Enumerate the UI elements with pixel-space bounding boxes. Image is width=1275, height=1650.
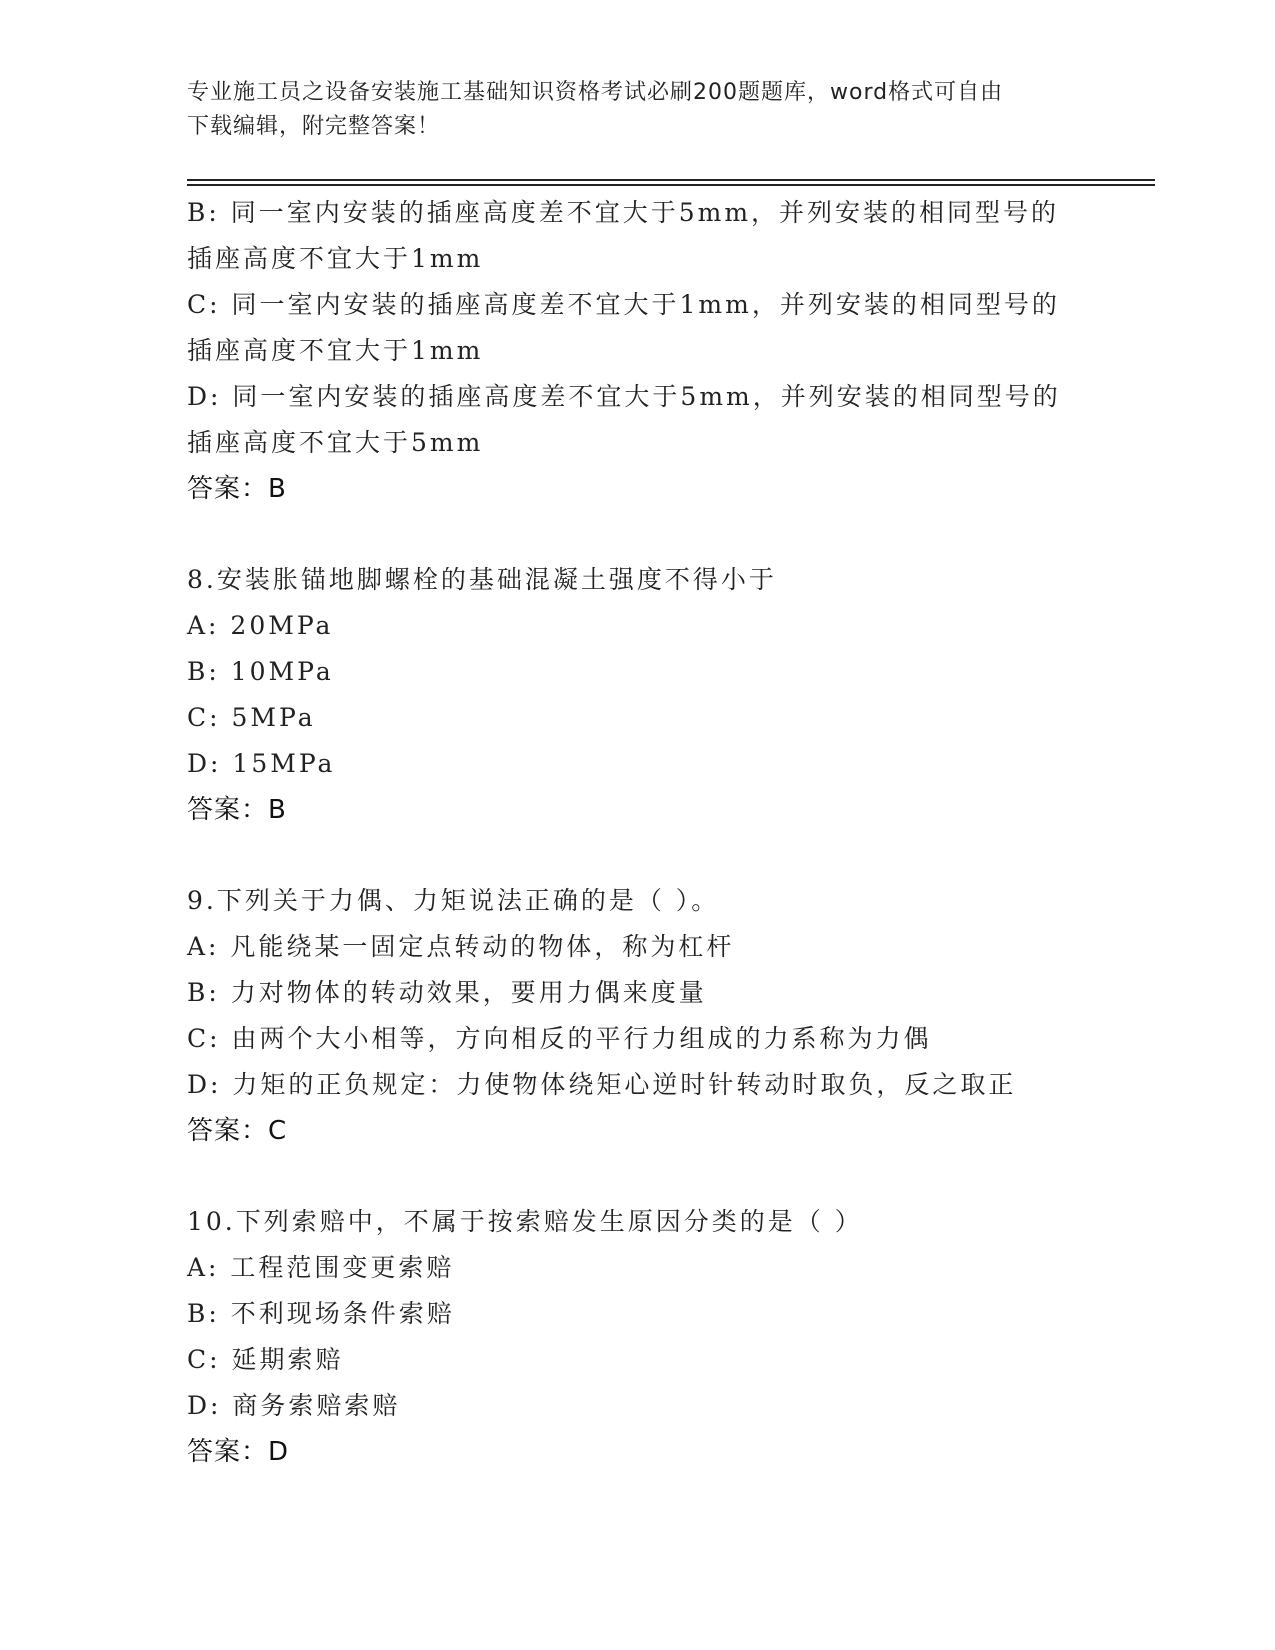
header-line-2: 下载编辑，附完整答案！ — [187, 114, 441, 139]
q9-option-d: D: 力矩的正负规定：力使物体绕矩心逆时针转动时取负，反之取正 — [187, 1070, 1017, 1099]
q8-option-d: D: 15MPa — [187, 749, 336, 778]
q9-question: 9.下列关于力偶、力矩说法正确的是（ ）。 — [187, 886, 720, 915]
q8-answer: 答案：B — [187, 795, 287, 825]
question-7 — [187, 190, 1087, 512]
q9-option-b: B: 力对物体的转动效果，要用力偶来度量 — [187, 978, 707, 1007]
q10-option-b: B: 不利现场条件索赔 — [187, 1299, 455, 1328]
q7-option-d-line-1: D: 同一室内安装的插座高度差不宜大于5mm，并列安装的相同型号的 — [187, 382, 1061, 411]
q10-option-d: D: 商务索赔索赔 — [187, 1391, 401, 1420]
document-header — [187, 76, 1067, 144]
question-10 — [187, 1199, 1087, 1475]
q7-option-d-line-2: 插座高度不宜大于5mm — [187, 428, 484, 457]
q9-option-a: A: 凡能绕某一固定点转动的物体，称为杠杆 — [187, 932, 735, 961]
document-body — [187, 190, 1087, 1475]
q9-option-c: C: 由两个大小相等，方向相反的平行力组成的力系称为力偶 — [187, 1024, 932, 1053]
q7-option-b-line-1: B: 同一室内安装的插座高度差不宜大于5mm，并列安装的相同型号的 — [187, 198, 1060, 227]
q7-option-c-line-1: C: 同一室内安装的插座高度差不宜大于1mm，并列安装的相同型号的 — [187, 290, 1060, 319]
header-line-1: 专业施工员之设备安装施工基础知识资格考试必刷200题题库，word格式可自由 — [187, 80, 1004, 105]
q10-question: 10.下列索赔中，不属于按索赔发生原因分类的是（ ） — [187, 1207, 863, 1236]
q10-answer: 答案：D — [187, 1437, 290, 1467]
spacer — [187, 1154, 1087, 1199]
q9-answer: 答案：C — [187, 1116, 288, 1146]
q7-option-b-line-2: 插座高度不宜大于1mm — [187, 244, 484, 273]
q7-answer: 答案：B — [187, 474, 287, 504]
header-divider-bottom — [187, 184, 1155, 186]
q7-option-c-line-2: 插座高度不宜大于1mm — [187, 336, 484, 365]
q10-option-a: A: 工程范围变更索赔 — [187, 1253, 455, 1282]
q8-question: 8.安装胀锚地脚螺栓的基础混凝土强度不得小于 — [187, 565, 777, 594]
header-divider-top — [187, 179, 1155, 181]
q10-option-c: C: 延期索赔 — [187, 1345, 344, 1374]
q8-option-b: B: 10MPa — [187, 657, 334, 686]
q8-option-a: A: 20MPa — [187, 611, 334, 640]
question-9 — [187, 878, 1087, 1154]
q8-option-c: C: 5MPa — [187, 703, 316, 732]
spacer — [187, 512, 1087, 557]
spacer — [187, 833, 1087, 878]
question-8 — [187, 557, 1087, 833]
